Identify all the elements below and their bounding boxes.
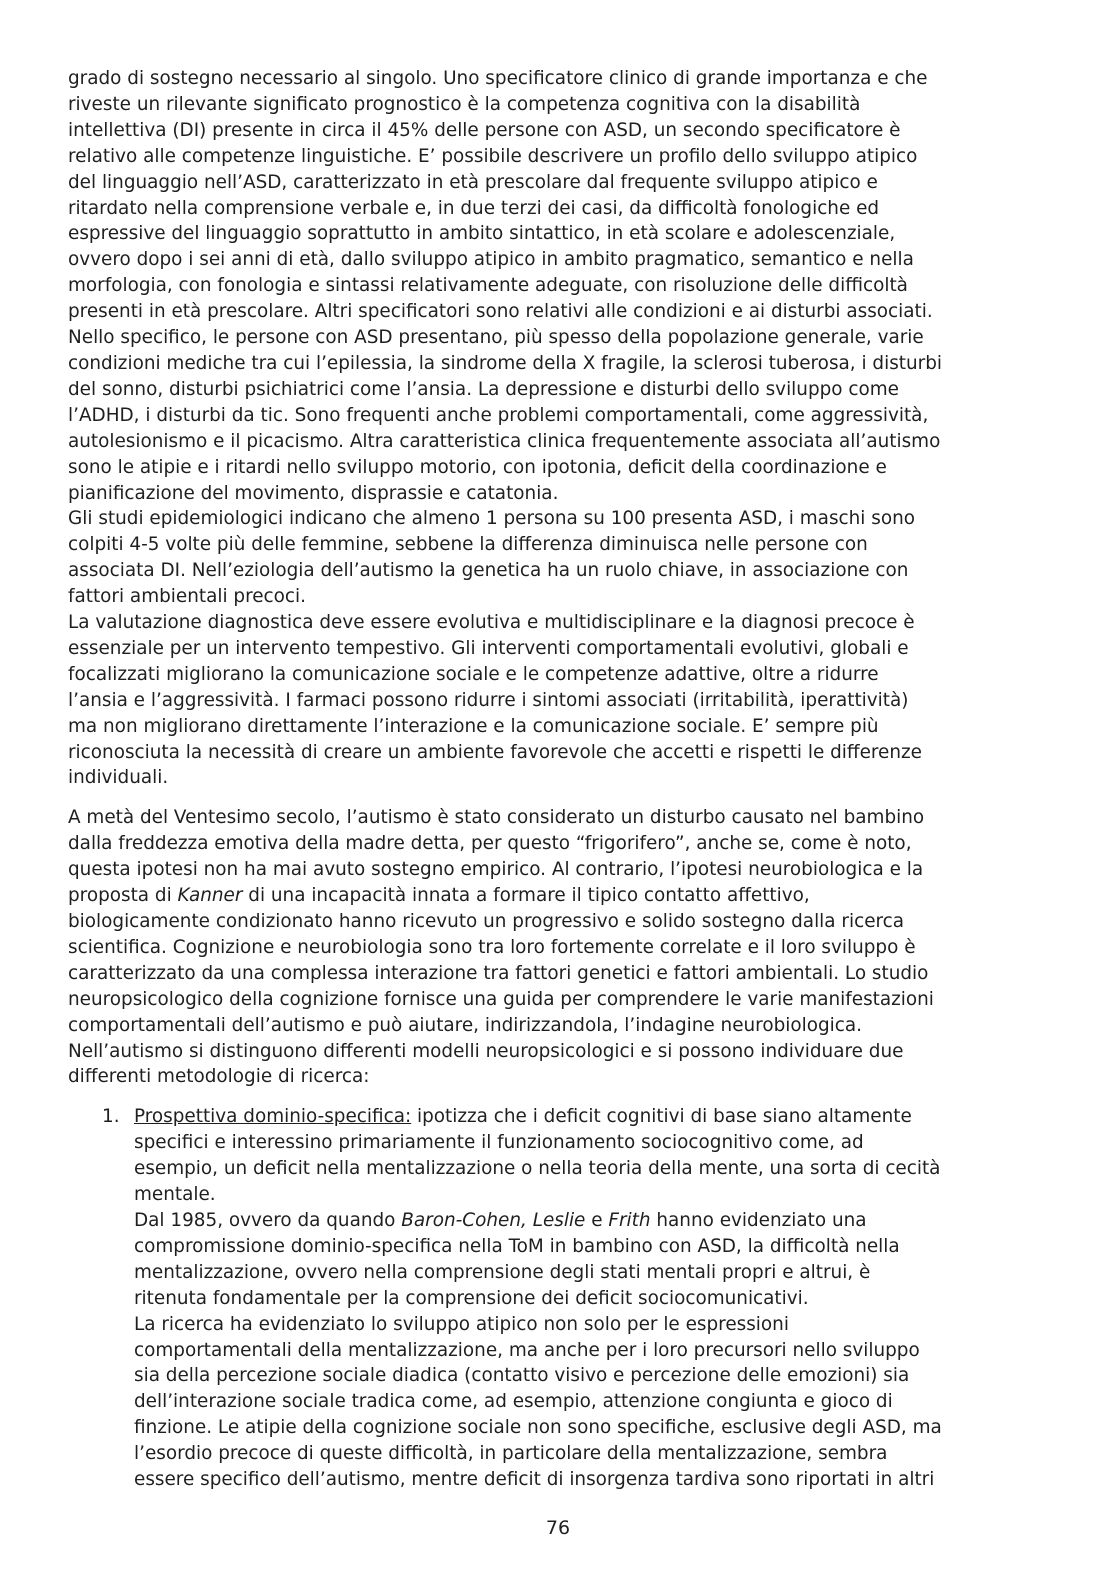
paragraph-diagnosis: La valutazione diagnostica deve essere evolutiva e multidisciplinare e la diagnosi precoce è essenziale per un intervento tempestivo. Gli interventi comportamentali evolutivi, globali e focalizzati migliorano la comunicazione sociale e le competenze adattive, oltre a ridurre l’ansia e l’aggressività. I farmaci possono ridurre i sintomi associati (irritabilità, iperattività) ma non migliorano direttamente l’interazione e la comunicazione sociale. E’ sempre più riconosciuta la necessità di creare un ambiente favorevole che accetti e rispetti le differenze individuali. — [68, 612, 922, 789]
list-item-body: Prospettiva dominio-specifica: ipotizza che i deficit cognitivi di base siano altamente specifici e interessino primariamente il funzionamento sociocognitivo come, ad esempio, un deficit nella mentalizzazione o nella teoria della mente, una sorta di cecità mentale. Dal 1985, ovvero da quando Baron-Cohen, Leslie e Frith hanno evidenziato una compromissione dominio-specifica nella ToM in bambino con ASD, la difficoltà nella mentalizzazione, ovvero nella comprensione degli stati mentali propri e altrui, è ritenuta fondamentale per la comprensione dei deficit sociocomunicativi. La ricerca ha evidenziato lo sviluppo atipico non solo per le espressioni comportamentali della mentalizzazione, ma anche per i loro precursori nello sviluppo sia della percezione sociale diadica (contatto visivo e percezione delle emozioni) sia dell’interazione sociale tradica come, ad esempio, attenzione congiunta e gioco di finzione. Le atipie della cognizione sociale non sono specifiche, esclusive degli ASD, ma l’esordio precoce di queste difficoltà, in particolare della mentalizzazione, sembra essere specifico dell’autismo, mentre deficit di insorgenza tardiva sono riportati in altri — [134, 1106, 942, 1491]
list-item — [68, 1104, 1048, 1493]
list-item-title: Prospettiva dominio-specifica: — [134, 1106, 412, 1128]
paragraph-asd-specifiers: grado di sostegno necessario al singolo. Uno specificatore clinico di grande importanza e che riveste un rilevante significato prognostico è la competenza cognitiva con la disabilità intellettiva (DI) presente in circa il 45% delle persone con ASD, un secondo specificatore è relativo alle competenze linguistiche. E’ possibile descrivere un profilo dello sviluppo atipico del linguaggio nell’ASD, caratterizzato in età prescolare dal frequente sviluppo atipico e ritardato nella comprensione verbale e, in due terzi dei casi, da difficoltà fonologiche ed espressive del linguaggio soprattutto in ambito sintattico, in età scolare e adolescenziale, ovvero dopo i sei anni di età, dallo sviluppo atipico in ambito pragmatico, semantico e nella morfologia, con fonologia e sintassi relativamente adeguate, con risoluzione delle difficoltà presenti in età prescolare. Altri specificatori sono relativi alle condizioni e ai disturbi associati. Nello specifico, le persone con ASD presentano, più spesso della popolazione generale, varie condizioni mediche tra cui l’epilessia, la sindrome della X fragile, la sclerosi tuberosa, i disturbi del sonno, disturbi psichiatrici come l’ansia. La depressione e disturbi dello sviluppo come l’ADHD, i disturbi da tic. Sono frequenti anche problemi comportamentali, come aggressività, autolesionismo e il picacismo. Altra caratteristica clinica frequentemente associata all’autismo sono le atipie e i ritardi nello sviluppo motorio, con ipotonia, deficit della coordinazione e pianificazione del movimento, disprassie e catatonia. — [68, 68, 943, 504]
page-number: 76 — [545, 1517, 571, 1539]
list-number: 1. — [102, 1106, 120, 1128]
paragraph-epidemiology: Gli studi epidemiologici indicano che almeno 1 persona su 100 presenta ASD, i maschi sono colpiti 4-5 volte più delle femmine, sebbene la differenza diminuisca nelle persone con associata DI. Nell’eziologia dell’autismo la genetica ha un ruolo chiave, in associazione con fattori ambientali precoci. — [68, 508, 915, 608]
author-names: Baron-Cohen, Leslie — [401, 1209, 586, 1231]
author-name: Kanner — [177, 885, 243, 907]
page-content — [68, 66, 1048, 1493]
numbered-list — [68, 1104, 1048, 1493]
author-name: Frith — [608, 1209, 651, 1231]
paragraph-history: A metà del Ventesimo secolo, l’autismo è stato considerato un disturbo causato nel bambino dalla freddezza emotiva della madre detta, per questo “frigorifero”, anche se, come è noto, questa ipotesi non ha mai avuto sostegno empirico. Al contrario, l’ipotesi neurobiologica e la proposta di Kanner di una incapacità innata a formare il tipico contatto affettivo, biologicamente condizionato hanno ricevuto un progressivo e solido sostegno dalla ricerca scientifica. Cognizione e neurobiologia sono tra loro fortemente correlate e il loro sviluppo è caratterizzato da una complessa interazione tra fattori genetici e fattori ambientali. Lo studio neuropsicologico della cognizione fornisce una guida per comprendere le varie manifestazioni comportamentali dell’autismo e può aiutare, indirizzandola, l’indagine neurobiologica. Nell’autismo si distinguono differenti modelli neuropsicologici e si possono individuare due differenti metodologie di ricerca: — [68, 807, 934, 1088]
